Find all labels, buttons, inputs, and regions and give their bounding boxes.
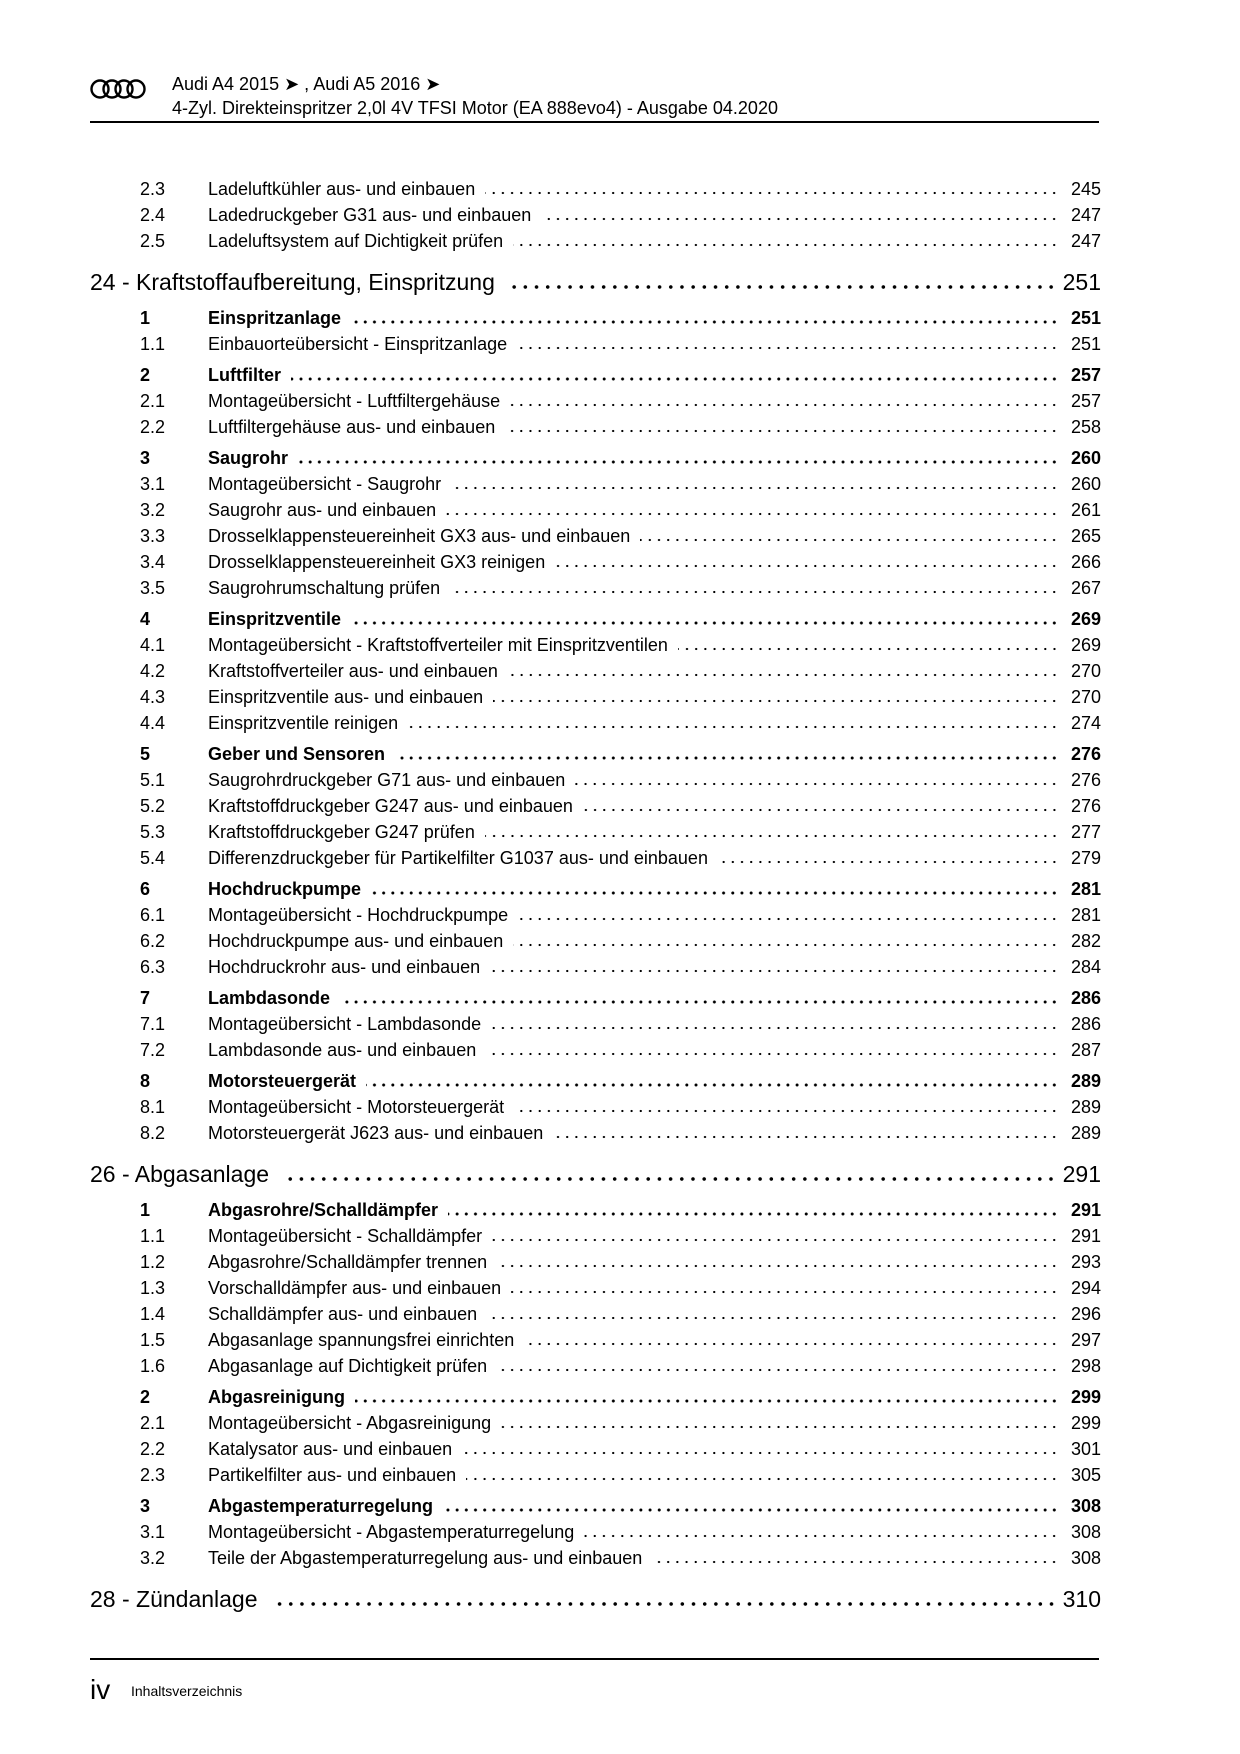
entry-title: Saugrohr aus- und einbauen [208, 500, 437, 520]
entry-number: 8.2 [140, 1123, 166, 1143]
entry-page: 308 [1070, 1548, 1101, 1568]
entry-page: 258 [1070, 417, 1101, 437]
dot-leader [497, 1264, 1059, 1268]
toc-section[interactable] [90, 606, 1101, 632]
dot-leader [510, 403, 1059, 407]
dot-leader [509, 284, 1057, 290]
entry-title: 24 - Kraftstoffaufbereitung, Einspritzung [90, 269, 495, 295]
entry-page: 284 [1070, 957, 1101, 977]
entry-page: 270 [1070, 687, 1101, 707]
entry-page: 310 [1062, 1586, 1101, 1612]
toc-section[interactable] [90, 362, 1101, 388]
entry-number: 1.4 [140, 1304, 166, 1324]
entry-number: 7.2 [140, 1040, 166, 1060]
entry-title: Kraftstoffverteiler aus- und einbauen [208, 661, 498, 681]
toc-chapter[interactable] [90, 1581, 1101, 1617]
entry-page: 276 [1070, 796, 1101, 816]
entry-number: 8 [140, 1071, 151, 1091]
toc-entry[interactable] [90, 819, 1101, 845]
entry-number: 1.1 [140, 334, 166, 354]
dot-leader [501, 1425, 1059, 1429]
toc-section[interactable] [90, 741, 1101, 767]
dot-leader [718, 860, 1059, 864]
dot-leader [355, 1399, 1059, 1403]
entry-number: 2 [140, 365, 151, 385]
dot-leader [291, 377, 1059, 381]
toc-entry[interactable] [90, 497, 1101, 523]
toc-section[interactable] [90, 1068, 1101, 1094]
dot-leader [541, 217, 1059, 221]
toc-entry[interactable] [90, 202, 1101, 228]
entry-page: 276 [1070, 744, 1101, 764]
toc-entry[interactable] [90, 549, 1101, 575]
toc-entry[interactable] [90, 1223, 1101, 1249]
entry-page: 301 [1070, 1439, 1101, 1459]
toc-entry[interactable] [90, 1327, 1101, 1353]
entry-page: 294 [1070, 1278, 1101, 1298]
toc-entry[interactable] [90, 1120, 1101, 1146]
entry-page: 293 [1070, 1252, 1101, 1272]
toc-entry[interactable] [90, 1275, 1101, 1301]
toc-section[interactable] [90, 1197, 1101, 1223]
entry-number: 4 [140, 609, 151, 629]
footer-divider [90, 1658, 1099, 1660]
toc-section[interactable] [90, 876, 1101, 902]
entry-page: 297 [1070, 1330, 1101, 1350]
entry-title: Motorsteuergerät [208, 1071, 357, 1091]
entry-title: Schalldämpfer aus- und einbauen [208, 1304, 478, 1324]
toc-entry[interactable] [90, 793, 1101, 819]
entry-page: 257 [1070, 391, 1101, 411]
entry-number: 5.2 [140, 796, 166, 816]
toc-entry[interactable] [90, 1353, 1101, 1379]
entry-page: 247 [1070, 231, 1101, 251]
dot-leader [497, 1368, 1059, 1372]
entry-page: 260 [1070, 448, 1101, 468]
entry-number: 1 [140, 308, 151, 328]
entry-title: Montageübersicht - Abgasreinigung [208, 1413, 492, 1433]
toc-entry[interactable] [90, 954, 1101, 980]
entry-page: 265 [1070, 526, 1101, 546]
entry-title: Hochdruckpumpe aus- und einbauen [208, 931, 504, 951]
dot-leader [584, 1534, 1059, 1538]
audi-rings-logo [90, 78, 146, 100]
entry-title: Einbauorteübersicht - Einspritzanlage [208, 334, 508, 354]
entry-title: Montageübersicht - Abgastemperaturregelung [208, 1522, 575, 1542]
dot-leader [505, 429, 1059, 433]
entry-title: Abgasanlage auf Dichtigkeit prüfen [208, 1356, 488, 1376]
entry-number: 3.3 [140, 526, 166, 546]
table-of-contents [90, 176, 1101, 1617]
entry-title: Montageübersicht - Lambdasonde [208, 1014, 482, 1034]
entry-page: 245 [1070, 179, 1101, 199]
entry-title: Saugrohr [208, 448, 289, 468]
entry-title: Montageübersicht - Schalldämpfer [208, 1226, 483, 1246]
toc-section[interactable] [90, 1384, 1101, 1410]
dot-leader [272, 1601, 1057, 1607]
dot-leader [640, 538, 1059, 542]
entry-number: 6.2 [140, 931, 166, 951]
header-divider [90, 121, 1099, 123]
entry-number: 5 [140, 744, 151, 764]
dot-leader [575, 782, 1059, 786]
entry-page: 247 [1070, 205, 1101, 225]
entry-number: 7 [140, 988, 151, 1008]
entry-number: 6 [140, 879, 151, 899]
entry-title: Montageübersicht - Motorsteuergerät [208, 1097, 505, 1117]
entry-title: Abgasrohre/Schalldämpfer [208, 1200, 439, 1220]
toc-entry[interactable] [90, 1037, 1101, 1063]
toc-entry[interactable] [90, 523, 1101, 549]
toc-entry[interactable] [90, 388, 1101, 414]
toc-entry[interactable] [90, 414, 1101, 440]
toc-entry[interactable] [90, 710, 1101, 736]
entry-title: Hochdruckrohr aus- und einbauen [208, 957, 481, 977]
entry-number: 3 [140, 448, 151, 468]
entry-number: 4.3 [140, 687, 166, 707]
entry-page: 287 [1070, 1040, 1101, 1060]
entry-number: 2.5 [140, 231, 166, 251]
entry-title: Abgasrohre/Schalldämpfer trennen [208, 1252, 488, 1272]
entry-title: 26 - Abgasanlage [90, 1161, 270, 1187]
toc-entry[interactable] [90, 658, 1101, 684]
entry-title: Abgastemperaturregelung [208, 1496, 434, 1516]
entry-title: Partikelfilter aus- und einbauen [208, 1465, 457, 1485]
dot-leader [490, 969, 1059, 973]
entry-title: Drosselklappensteuereinheit GX3 aus- und einbauen [208, 526, 631, 546]
entry-title: Lambdasonde [208, 988, 331, 1008]
entry-title: Abgasreinigung [208, 1387, 346, 1407]
toc-entry[interactable] [90, 928, 1101, 954]
entry-page: 261 [1070, 500, 1101, 520]
entry-page: 251 [1062, 269, 1101, 295]
dot-leader [351, 621, 1059, 625]
entry-number: 2.2 [140, 417, 166, 437]
dot-leader [652, 1560, 1059, 1564]
dot-leader [451, 486, 1059, 490]
dot-leader [340, 1000, 1059, 1004]
dot-leader [466, 1477, 1059, 1481]
dot-leader [486, 1052, 1059, 1056]
entry-page: 270 [1070, 661, 1101, 681]
dot-leader [485, 191, 1059, 195]
dot-leader [446, 512, 1059, 516]
dot-leader [448, 1212, 1059, 1216]
entry-number: 2 [140, 1387, 151, 1407]
dot-leader [408, 725, 1059, 729]
entry-page: 308 [1070, 1496, 1101, 1516]
entry-page: 296 [1070, 1304, 1101, 1324]
dot-leader [678, 647, 1059, 651]
entry-number: 4.1 [140, 635, 166, 655]
entry-number: 2.3 [140, 1465, 166, 1485]
entry-title: Vorschalldämpfer aus- und einbauen [208, 1278, 502, 1298]
entry-number: 5.1 [140, 770, 166, 790]
entry-page: 286 [1070, 1014, 1101, 1034]
entry-number: 3 [140, 1496, 151, 1516]
entry-title: Ladedruckgeber G31 aus- und einbauen [208, 205, 532, 225]
dot-leader [371, 891, 1059, 895]
entry-title: Saugrohrdruckgeber G71 aus- und einbauen [208, 770, 566, 790]
entry-title: Montageübersicht - Luftfiltergehäuse [208, 391, 501, 411]
entry-page: 251 [1070, 334, 1101, 354]
toc-entry[interactable] [90, 1462, 1101, 1488]
dot-leader [524, 1342, 1059, 1346]
entry-number: 7.1 [140, 1014, 166, 1034]
toc-chapter[interactable] [90, 1156, 1101, 1192]
toc-entry[interactable] [90, 1094, 1101, 1120]
dot-leader [462, 1451, 1059, 1455]
entry-number: 1 [140, 1200, 151, 1220]
entry-title: Einspritzventile [208, 609, 342, 629]
footer-page-number: iv [90, 1674, 111, 1705]
entry-title: Luftfilter [208, 365, 281, 385]
entry-title: Katalysator aus- und einbauen [208, 1439, 453, 1459]
entry-title: Einspritzanlage [208, 308, 342, 328]
toc-entry[interactable] [90, 1519, 1101, 1545]
dot-leader [513, 243, 1059, 247]
dot-leader [492, 1238, 1059, 1242]
dot-leader [351, 320, 1059, 324]
dot-leader [298, 460, 1059, 464]
entry-number: 5.4 [140, 848, 166, 868]
toc-chapter[interactable] [90, 264, 1101, 300]
entry-page: 277 [1070, 822, 1101, 842]
toc-entry[interactable] [90, 632, 1101, 658]
entry-page: 289 [1070, 1071, 1101, 1091]
toc-entry[interactable] [90, 471, 1101, 497]
entry-page: 289 [1070, 1123, 1101, 1143]
entry-title: Kraftstoffdruckgeber G247 aus- und einbauen [208, 796, 573, 816]
dot-leader [513, 943, 1059, 947]
toc-entry[interactable] [90, 1545, 1101, 1571]
entry-title: Lambdasonde aus- und einbauen [208, 1040, 477, 1060]
entry-page: 266 [1070, 552, 1101, 572]
entry-page: 291 [1062, 1161, 1101, 1187]
entry-page: 276 [1070, 770, 1101, 790]
entry-title: 28 - Zündanlage [90, 1586, 258, 1612]
entry-page: 281 [1070, 905, 1101, 925]
entry-number: 2.1 [140, 1413, 166, 1433]
toc-entry[interactable] [90, 1301, 1101, 1327]
entry-page: 269 [1070, 609, 1101, 629]
dot-leader [283, 1176, 1057, 1182]
entry-page: 251 [1070, 308, 1101, 328]
dot-leader [553, 1135, 1059, 1139]
dot-leader [511, 1290, 1059, 1294]
toc-entry[interactable] [90, 1011, 1101, 1037]
entry-title: Montageübersicht - Hochdruckpumpe [208, 905, 509, 925]
toc-entry[interactable] [90, 767, 1101, 793]
toc-section[interactable] [90, 1493, 1101, 1519]
entry-title: Hochdruckpumpe [208, 879, 362, 899]
entry-title: Teile der Abgastemperaturregelung aus- und einbauen [208, 1548, 643, 1568]
dot-leader [485, 834, 1059, 838]
toc-entry[interactable] [90, 684, 1101, 710]
entry-page: 291 [1070, 1200, 1101, 1220]
entry-number: 4.4 [140, 713, 166, 733]
entry-title: Montageübersicht - Kraftstoffverteiler mit Einspritzventilen [208, 635, 668, 655]
entry-title: Ladeluftkühler aus- und einbauen [208, 179, 476, 199]
entry-page: 269 [1070, 635, 1101, 655]
entry-page: 291 [1070, 1226, 1101, 1246]
entry-title: Montageübersicht - Saugrohr [208, 474, 442, 494]
dot-leader [508, 673, 1059, 677]
entry-title: Ladeluftsystem auf Dichtigkeit prüfen [208, 231, 504, 251]
dot-leader [493, 699, 1059, 703]
toc-entry[interactable] [90, 902, 1101, 928]
entry-number: 1.6 [140, 1356, 166, 1376]
entry-title: Drosselklappensteuereinheit GX3 reinigen [208, 552, 546, 572]
entry-page: 299 [1070, 1413, 1101, 1433]
toc-entry[interactable] [90, 845, 1101, 871]
dot-leader [395, 756, 1059, 760]
entry-number: 2.1 [140, 391, 166, 411]
toc-entry[interactable] [90, 1436, 1101, 1462]
toc-entry[interactable] [90, 1410, 1101, 1436]
entry-number: 1.1 [140, 1226, 166, 1246]
entry-title: Motorsteuergerät J623 aus- und einbauen [208, 1123, 544, 1143]
entry-title: Luftfiltergehäuse aus- und einbauen [208, 417, 496, 437]
entry-number: 4.2 [140, 661, 166, 681]
entry-number: 6.1 [140, 905, 166, 925]
entry-number: 3.2 [140, 1548, 166, 1568]
dot-leader [517, 346, 1059, 350]
header-vehicle-models: Audi A4 2015 ➤ , Audi A5 2016 ➤ [172, 74, 441, 94]
entry-page: 260 [1070, 474, 1101, 494]
entry-number: 3.4 [140, 552, 166, 572]
footer-label: Inhaltsverzeichnis [131, 1683, 243, 1699]
entry-page: 267 [1070, 578, 1101, 598]
entry-number: 3.1 [140, 1522, 166, 1542]
entry-number: 1.5 [140, 1330, 166, 1350]
entry-title: Differenzdruckgeber für Partikelfilter G1037 aus- und einbauen [208, 848, 708, 868]
entry-title: Abgasanlage spannungsfrei einrichten [208, 1330, 515, 1350]
entry-title: Saugrohrumschaltung prüfen [208, 578, 441, 598]
entry-page: 282 [1070, 931, 1101, 951]
entry-page: 279 [1070, 848, 1101, 868]
entry-page: 289 [1070, 1097, 1101, 1117]
entry-number: 3.2 [140, 500, 166, 520]
entry-page: 281 [1070, 879, 1101, 899]
toc-entry[interactable] [90, 228, 1101, 254]
dot-leader [514, 1109, 1059, 1113]
toc-section[interactable] [90, 305, 1101, 331]
entry-number: 2.4 [140, 205, 166, 225]
toc-section[interactable] [90, 445, 1101, 471]
toc-entry[interactable] [90, 575, 1101, 601]
entry-page: 257 [1070, 365, 1101, 385]
toc-section[interactable] [90, 985, 1101, 1011]
entry-number: 2.2 [140, 1439, 166, 1459]
dot-leader [487, 1316, 1059, 1320]
entry-number: 3.1 [140, 474, 166, 494]
entry-page: 305 [1070, 1465, 1101, 1485]
toc-entry[interactable] [90, 1249, 1101, 1275]
dot-leader [450, 590, 1059, 594]
entry-number: 1.2 [140, 1252, 166, 1272]
entry-title: Einspritzventile reinigen [208, 713, 399, 733]
entry-page: 308 [1070, 1522, 1101, 1542]
entry-number: 5.3 [140, 822, 166, 842]
toc-entry[interactable] [90, 331, 1101, 357]
entry-number: 1.3 [140, 1278, 166, 1298]
entry-page: 286 [1070, 988, 1101, 1008]
entry-number: 8.1 [140, 1097, 166, 1117]
dot-leader [491, 1026, 1059, 1030]
entry-page: 274 [1070, 713, 1101, 733]
entry-title: Geber und Sensoren [208, 744, 386, 764]
dot-leader [555, 564, 1059, 568]
dot-leader [518, 917, 1059, 921]
dot-leader [583, 808, 1059, 812]
entry-number: 3.5 [140, 578, 166, 598]
dot-leader [443, 1508, 1059, 1512]
toc-entry[interactable] [90, 176, 1101, 202]
entry-page: 298 [1070, 1356, 1101, 1376]
entry-title: Kraftstoffdruckgeber G247 prüfen [208, 822, 475, 842]
entry-page: 299 [1070, 1387, 1101, 1407]
dot-leader [366, 1083, 1059, 1087]
entry-title: Einspritzventile aus- und einbauen [208, 687, 484, 707]
entry-number: 6.3 [140, 957, 166, 977]
header-engine-title: 4-Zyl. Direkteinspritzer 2,0l 4V TFSI Motor (EA 888evo4) - Ausgabe 04.2020 [172, 98, 778, 118]
entry-number: 2.3 [140, 179, 166, 199]
